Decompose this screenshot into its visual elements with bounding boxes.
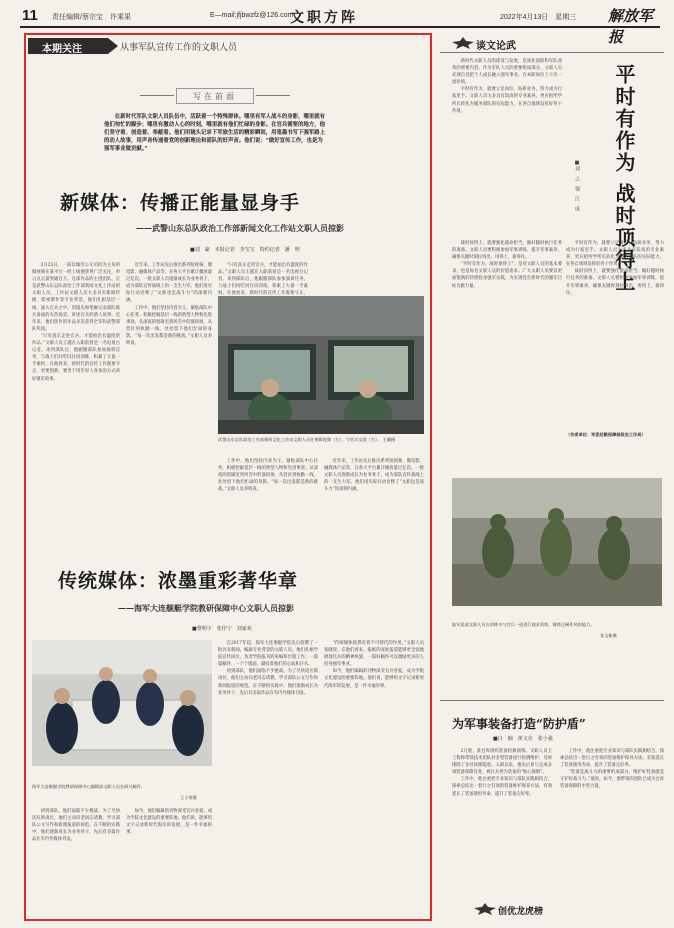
side-article-headline: 为军事装备打造“防护盾”	[452, 717, 586, 731]
feature-tag-subtitle: 从事军队宣传工作的文职人员	[120, 43, 238, 53]
article2-subhead: ——海军大连舰艇学院教研保障中心文职人员掠影	[118, 603, 294, 613]
feature-tag-bar	[28, 38, 428, 54]
article2-column-4: 如今，他们编辑的刊物深受官兵喜爱，成为学院文化建设的重要阵地。他们说，能够用文字记录新时代海军的发展，是一件幸福的事。	[126, 809, 212, 836]
article2-column-1: 自2017年起，海军大连舰艇学院先后招聘了一批具有新闻、编辑专业背景的文职人员。他们扎根学院宣传岗位，负责学院报刊的采编和出版工作。一篇篇稿件、一个个版面，凝结着他们的心血和汗水。 初到部队，他们面临不少挑战。为了尽快适应新岗位，他们主动向老同志请教，学习部队公文写作和新闻报道的规范。在不断的实践中，他们逐渐成长为业务骨干，先后有多篇作品在军内外媒体刊发。	[218, 641, 318, 696]
intro-ribbon: 写在前面	[176, 88, 254, 104]
commentary-byline: ■刘 之 强 江 成	[574, 160, 580, 211]
article1-photo-caption: 武警山东总队政治工作部新闻文化工作站文职人员在剪辑视频（左），与官兵交流（右）。 王璐摄	[218, 437, 396, 442]
article2-byline: ■黎明宇 张佳宁 刘家欢	[192, 626, 252, 632]
side-photo-credit: 张文新摄	[600, 633, 617, 638]
issue-date: 2022年4月13日 星期三	[500, 14, 577, 21]
article1-column-1: 3月23日，一部以城市公交司机为主角的微视频在某平台一经上线便获得广泛关注，单日点击量突破百万。这部作品的主创团队，正是武警山东总队政治工作部新闻文化工作站的文职人员。工作站文职人员大多具有新闻传播、影视制作等专业背景。他们扎根基层一线，深入官兵之中，用镜头和笔触记录部队练兵备战的火热场景，讲述官兵的感人故事。近年来，他们创作的作品多次获得全军和武警部队奖项。 “只有真正走进官兵，才能拍出有温度的作品。”文职人员王越在入职前曾是一名电视台记者。来到部队后，他跟随部队参加演训任务，与战士们同吃同住同训练，积累了大量一手素材。在他看来，新时代的宣传工作既要守正，更要创新，要善于用年轻人喜欢的方式讲好强军故事。	[32, 263, 120, 382]
article2-headline: 传统媒体：浓墨重彩著华章	[58, 570, 299, 592]
column-star-icon	[452, 37, 474, 49]
article2-photo-caption: 海军大连舰艇学院教研保障中心编辑部文职人员在研讨稿件。	[32, 784, 146, 789]
article1-subhead: ——武警山东总队政治工作部新闻文化工作站文职人员掠影	[136, 223, 344, 233]
article1-column-3-top: “只有真正走进官兵，才能拍出有温度的作品。”文职人员王越在入职前曾是一名电视台记者。来到部队后，他跟随部队参加演训任务，与战士们同吃同住同训练，积累了大量一手素材。在他看来，新时代的宣传工作既要守正，	[218, 263, 308, 297]
newspaper-masthead: 解放军报	[608, 7, 654, 46]
article1-headline: 新媒体：传播正能量显身手	[60, 192, 301, 214]
article2-photo	[32, 640, 212, 766]
feature-intro: 在新时代军队文职人员队伍中，活跃着一个特殊群体。哪里有军人战斗的身影，哪里就有他们匆忙的脚步；哪里有激动人心的时刻，哪里就有他们忙碌的身影。在官兵需要的地方，他们坚守着、创造着、奉献着。他们用镜头记录下军旅生活的精彩瞬间，用笔墨书写下强军路上的动人故事，用声音传递着党的创新理论和部队的好声音。他们说：“做好宣传工作，也是为强军事业做贡献。”	[104, 114, 326, 152]
ribbon-rule-left	[140, 95, 174, 96]
bottom-column-star-icon	[474, 903, 496, 915]
tag-arrow-icon	[108, 38, 118, 54]
side-article-column-2: 工作中，他注重把专业知识与部队实践相结合，探索总结出一套行之有效的装备维护保养方法，有效延长了装备使用寿命，提升了装备完好率。 “装备是战斗力的重要组成部分，维护好装备就是守护好战斗力。”他说。如今，他带领的团队已成为仓库装备保障的中坚力量。	[560, 749, 664, 790]
bottom-column-name: 创优龙虎榜	[498, 907, 544, 917]
article1-column-5: 近年来，工作站先后推出系列短视频、微电影、融媒体产品等，在各大平台累计播放量过亿次。一批文职人员逐渐成长为业务骨干，成为部队宣传战线上的一支生力军。他们用实际行动诠释了“文职也是战斗力”的深刻内涵。	[324, 459, 424, 493]
commentary-column-name: 谈文论武	[476, 41, 516, 52]
commentary-column-1: 新时代文职人员的建设与发展，是深化国防和军队改革的重要内容。作为军队人员的重要组成部分，文职人员必须自觉把个人成长融入强军事业，在本职岗位上干出一流业绩。 平时有作为，就要立足岗位、钻研业务，努力成为行家里手。文职人员大多具有较高的专业素养，更应把所学所长转化为服务部队的实际能力，在各自领域发挥好骨干作用。	[452, 59, 562, 114]
commentary-author-note: （作者单位：军委后勤保障部政治工作局）	[566, 432, 646, 437]
commentary-rule	[440, 52, 664, 53]
side-photo	[452, 478, 662, 606]
commentary-column-2: 战时顶得上，就要强化使命担当，做好随时执行任务的准备。文职人员要积极参加军事训练，提升军事素养，确保关键时刻拉得出、用得上、靠得住。 “平时有作为，战时顶得上”，是对文职人员的基本要求，也是每名文职人员的价值追求。广大文职人员要以更加饱满的热情投身强军实践，为实现党在新时代的强军目标贡献力量。	[452, 241, 562, 289]
article1-column-4: 工作中，他们坚持内容为王，紧贴部队中心任务，积极挖掘基层一线的典型人物和先进事迹。从深夜的剪辑室到风雪中的演训场，从营区到执勤一线，处处留下他们忙碌的身影。“每一次出发都是新的挑战。”文职人员李明说。	[218, 459, 318, 493]
side-article-rule	[440, 700, 664, 701]
side-article-column-1: 2月底，某仓库组织装备检修演练。文职人员王工程师带领技术团队对多型装备进行检测维护，及时排除了多处故障隐患。入职以来，他先后参与完成多项装备保障任务，被官兵誉为装备的“贴心保姆”。 工作中，他注重把专业知识与部队实践相结合，探索总结出一套行之有效的装备维护保养方法，有效延长了装备使用寿命，提升了装备完好率。	[452, 749, 552, 797]
article1-column-2: 近年来，工作站先后推出系列短视频、微电影、融媒体产品等，在各大平台累计播放量过亿次。一批文职人员逐渐成长为业务骨干，成为部队宣传战线上的一支生力军。他们用实际行动诠释了“文职也是战斗力”的深刻内涵。 工作中，他们坚持内容为王，紧贴部队中心任务，积极挖掘基层一线的典型人物和先进事迹。从深夜的剪辑室到风雪中的演训场，从营区到执勤一线，处处留下他们忙碌的身影。“每一次出发都是新的挑战。”文职人员李明说。	[126, 263, 212, 347]
page-header	[20, 6, 660, 46]
side-photo-caption: 陆军某部文职人员在训练中与官兵一道进行战术训练，锤炼过硬作风和能力。	[452, 622, 595, 627]
article1-byline: ■刘 豪 本报记者 李宝宝 特约记者 潘 明	[190, 247, 300, 253]
article1-photo-credit: 王璐摄	[382, 437, 396, 442]
article2-column-2: “传统媒体依然有着不可替代的作用。”文职人员张晓说。在他们看来，报纸的深度报道能够更全面地展现官兵的精神风貌，一篇好稿件可以激励更多的人投身强军事业。 如今，他们编辑的刊物深受官兵喜爱，成为学院文化建设的重要阵地。他们说，能够用文字记录新时代海军的发展，是一件幸福的事。	[324, 641, 424, 689]
article1-photo	[218, 296, 424, 434]
section-title: 文职方阵	[290, 10, 358, 26]
article2-column-3: 初到部队，他们面临不少挑战。为了尽快适应新岗位，他们主动向老同志请教，学习部队公文写作和新闻报道的规范。在不断的实践中，他们逐渐成长为业务骨干，先后有多篇作品在军内外媒体刊发。	[32, 809, 120, 843]
page-number: 11	[22, 7, 38, 24]
side-article-byline: ■白 楠 黄文亮 张小强	[493, 736, 553, 742]
editors-line: 责任编辑/蔡宗宝 许乘果	[52, 14, 131, 21]
article2-photo-credit: 王子豪摄	[180, 795, 197, 800]
email-address: E—mail:jfjbwzfz@126.com	[210, 12, 294, 19]
ribbon-rule-right	[256, 95, 290, 96]
commentary-column-3: 平时有作为，就要立足岗位、钻研业务，努力成为行家里手。文职人员大多具有较高的专业素养，更应把所学所长转化为服务部队的实际能力，在各自领域发挥好骨干作用。 战时顶得上，就要强化使命担当，做好随时执行任务的准备。文职人员要积极参加军事训练，提升军事素养，确保关键时刻拉得出、用得上、靠得住。	[566, 241, 664, 296]
feature-tag: 本期关注	[28, 38, 108, 54]
commentary-title: 平时有作为 战时顶得上	[612, 64, 636, 293]
